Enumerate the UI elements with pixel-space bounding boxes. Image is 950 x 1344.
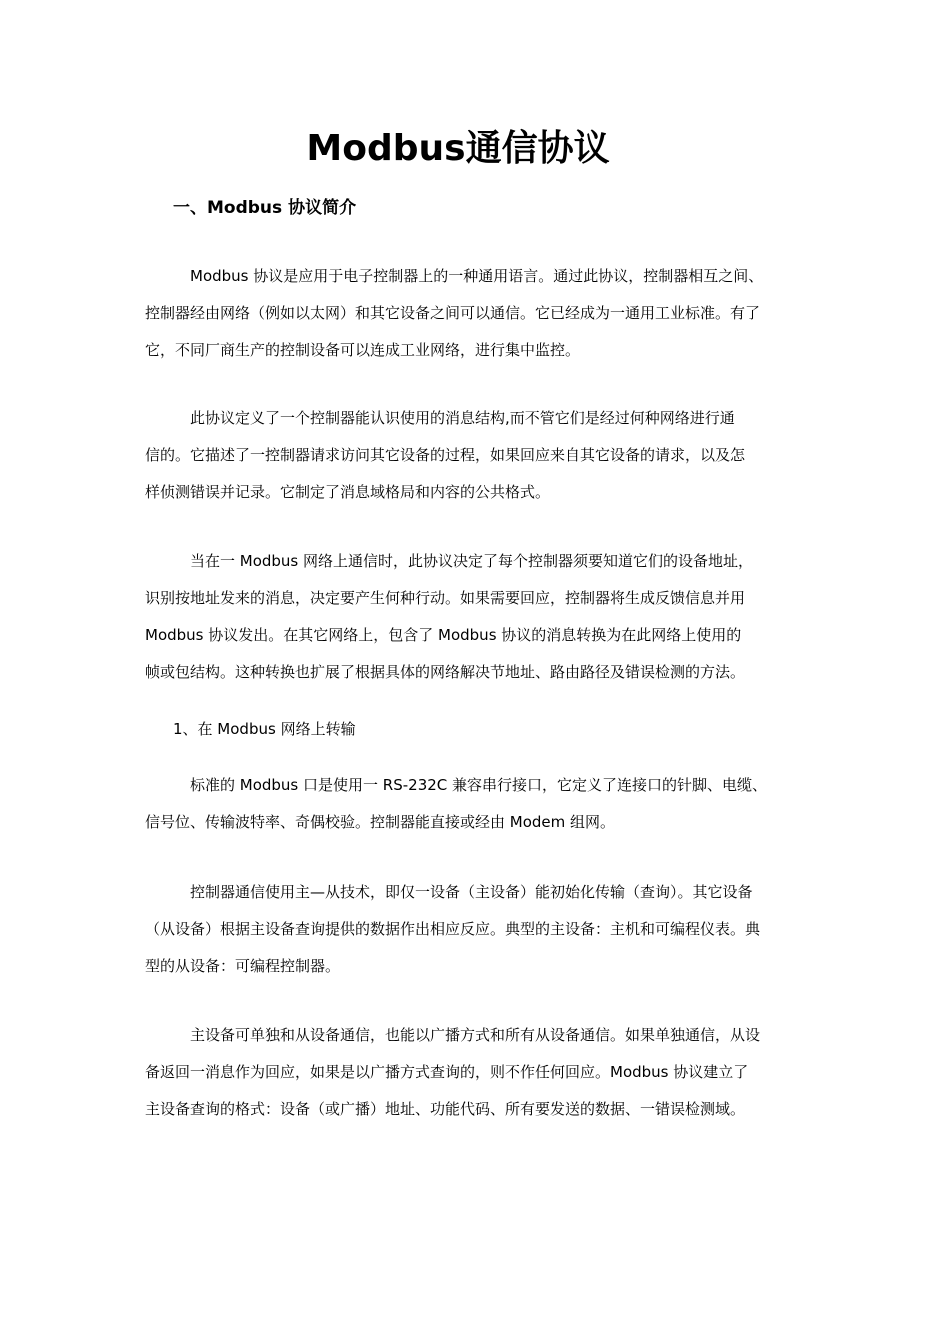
paragraph-2 [145, 400, 813, 511]
page-title: Modbus通信协议 [306, 128, 610, 169]
paragraph-line: 标准的 Modbus 口是使用一 RS-232C 兼容串行接口，它定义了连接口的针脚、电缆、 [190, 776, 768, 794]
paragraph-4 [145, 767, 813, 841]
paragraph-line: Modbus 协议是应用于电子控制器上的一种通用语言。通过此协议，控制器相互之间、 [190, 267, 764, 285]
paragraph-line: 它，不同厂商生产的控制设备可以连成工业网络，进行集中监控。 [145, 341, 581, 359]
paragraph-1 [145, 258, 813, 369]
paragraph-line: 当在一 Modbus 网络上通信时，此协议决定了每个控制器须要知道它们的设备地址， [190, 552, 754, 570]
paragraph-line: （从设备）根据主设备查询提供的数据作出相应反应。典型的主设备：主机和可编程仪表。典 [145, 920, 761, 938]
paragraph-line: 帧或包结构。这种转换也扩展了根据具体的网络解决节地址、路由路径及错误检测的方法。 [145, 663, 746, 681]
paragraph-3 [145, 543, 813, 691]
paragraph-line: 信的。它描述了一控制器请求访问其它设备的过程，如果回应来自其它设备的请求，以及怎 [145, 446, 746, 464]
paragraph-6 [145, 1017, 813, 1128]
paragraph-line: 信号位、传输波特率、奇偶校验。控制器能直接或经由 Modem 组网。 [145, 813, 616, 831]
paragraph-line: 主设备可单独和从设备通信，也能以广播方式和所有从设备通信。如果单独通信，从设 [190, 1026, 761, 1044]
paragraph-line: 主设备查询的格式：设备（或广播）地址、功能代码、所有要发送的数据、一错误检测域。 [145, 1100, 746, 1118]
paragraph-line: 型的从设备：可编程控制器。 [145, 957, 341, 975]
paragraph-line: 此协议定义了一个控制器能认识使用的消息结构,而不管它们是经过何种网络进行通 [190, 409, 735, 427]
section-heading: 一、Modbus 协议简介 [173, 198, 357, 218]
paragraph-line: 控制器经由网络（例如以太网）和其它设备之间可以通信。它已经成为一通用工业标准。有了 [145, 304, 761, 322]
paragraph-line: Modbus 协议发出。在其它网络上，包含了 Modbus 协议的消息转换为在此网络上使用的 [145, 626, 742, 644]
paragraph-line: 备返回一消息作为回应，如果是以广播方式查询的，则不作任何回应。Modbus 协议建立了 [145, 1063, 749, 1081]
paragraph-5 [145, 874, 813, 985]
paragraph-line: 识别按地址发来的消息，决定要产生何种行动。如果需要回应，控制器将生成反馈信息并用 [145, 589, 746, 607]
subsection-heading: 1、在 Modbus 网络上转输 [173, 720, 356, 738]
paragraph-line: 样侦测错误并记录。它制定了消息域格局和内容的公共格式。 [145, 483, 551, 501]
paragraph-line: 控制器通信使用主—从技术，即仅一设备（主设备）能初始化传输（查询）。其它设备 [190, 883, 753, 901]
